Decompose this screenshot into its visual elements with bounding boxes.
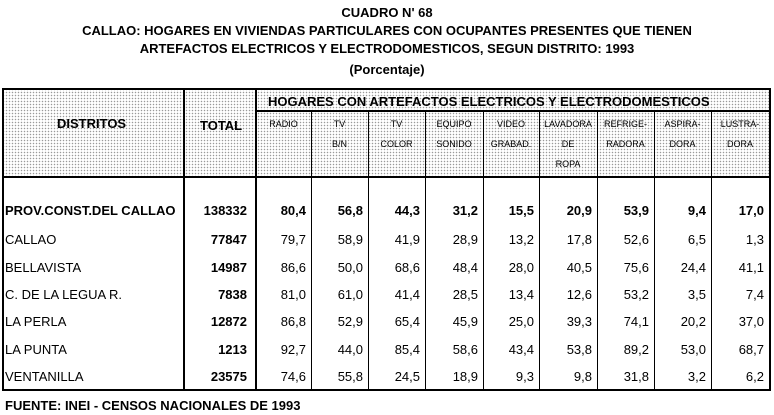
row-percentage-cell: 41,4 [394,287,420,302]
subcolumn-header-line: LUSTRA- [720,119,760,129]
row-total: 138332 [203,203,247,218]
row-percentage-cell: 13,2 [508,232,534,247]
row-percentage-cell: 43,4 [508,342,534,357]
row-percentage-cell: 41,1 [738,260,764,275]
row-percentage-cell: 68,6 [394,260,420,275]
row-percentage-cell: 48,4 [452,260,478,275]
row-percentage-cell: 9,8 [573,369,592,384]
row-percentage-cell: 74,1 [623,314,649,329]
row-percentage-cell: 24,4 [680,260,706,275]
row-percentage-cell: 7,4 [745,287,764,302]
row-total: 12872 [210,314,247,329]
subcolumn-header-line: COLOR [380,139,413,149]
row-district-name: LA PERLA [5,314,67,329]
row-percentage-cell: 6,2 [745,369,764,384]
row-percentage-cell: 28,9 [452,232,478,247]
subcolumn-header-line: DORA [669,139,696,149]
row-percentage-cell: 85,4 [394,342,420,357]
subcolumn-header-line: RADORA [606,139,645,149]
row-percentage-cell: 17,0 [738,203,764,218]
row-percentage-cell: 52,9 [337,314,363,329]
row-percentage-cell: 20,2 [680,314,706,329]
row-percentage-cell: 37,0 [738,314,764,329]
row-percentage-cell: 53,8 [566,342,592,357]
row-percentage-cell: 55,8 [337,369,363,384]
row-percentage-cell: 31,8 [623,369,649,384]
subcolumn-header-line: RADIO [269,119,298,129]
subcolumn-header-line: EQUIPO [436,119,472,129]
row-percentage-cell: 89,2 [623,342,649,357]
row-percentage-cell: 74,6 [280,369,306,384]
row-percentage-cell: 86,8 [280,314,306,329]
row-percentage-cell: 3,5 [687,287,706,302]
row-percentage-cell: 20,9 [566,203,592,218]
row-percentage-cell: 53,9 [623,203,649,218]
row-percentage-cell: 80,4 [280,203,306,218]
table-left-rule [2,88,4,391]
row-percentage-cell: 17,8 [566,232,592,247]
row-percentage-cell: 52,6 [623,232,649,247]
row-district-name: C. DE LA LEGUA R. [5,287,123,302]
subcolumn-header-line: ROPA [555,159,581,169]
subcolumn-header-line: REFRIGE- [603,119,647,129]
row-percentage-cell: 18,9 [452,369,478,384]
table-right-rule [769,88,771,391]
table-top-rule [2,88,770,90]
row-percentage-cell: 44,3 [394,203,420,218]
row-percentage-cell: 40,5 [566,260,592,275]
row-district-name: PROV.CONST.DEL CALLAO [5,203,176,218]
row-district-name: VENTANILLA [5,369,84,384]
source-note: FUENTE: INEI - CENSOS NACIONALES DE 1993 [5,398,301,413]
header-total: TOTAL [200,118,243,133]
header-distritos: DISTRITOS [57,116,127,131]
subcolumn-header-line: TV [333,119,346,129]
subcolumn-header-line: DE [561,139,575,149]
row-percentage-cell: 1,3 [745,232,764,247]
row-percentage-cell: 53,2 [623,287,649,302]
row-percentage-cell: 41,9 [394,232,420,247]
row-percentage-cell: 28,0 [508,260,534,275]
row-percentage-cell: 44,0 [337,342,363,357]
subcolumn-header-line: ASPIRA- [664,119,701,129]
subcolumn-header-line: LAVADORA [544,119,592,129]
row-percentage-cell: 31,2 [452,203,478,218]
row-total: 1213 [218,342,247,357]
row-percentage-cell: 79,7 [280,232,306,247]
row-percentage-cell: 81,0 [280,287,306,302]
row-percentage-cell: 45,9 [452,314,478,329]
row-percentage-cell: 9,4 [687,203,706,218]
row-percentage-cell: 68,7 [738,342,764,357]
row-percentage-cell: 24,5 [394,369,420,384]
table-number: CUADRO N' 68 [341,5,433,20]
subcolumn-header-line: SONIDO [436,139,472,149]
group-header-rule [255,110,770,112]
row-percentage-cell: 25,0 [508,314,534,329]
row-percentage-cell: 65,4 [394,314,420,329]
row-percentage-cell: 13,4 [508,287,534,302]
row-percentage-cell: 12,6 [566,287,592,302]
row-percentage-cell: 86,6 [280,260,306,275]
row-district-name: LA PUNTA [5,342,67,357]
subcolumn-header-line: DORA [726,139,753,149]
table-title-line-1: CALLAO: HOGARES EN VIVIENDAS PARTICULARES CON OCUPANTES PRESENTES QUE TIENEN [82,23,692,38]
subcolumn-header-line: TV [390,119,403,129]
row-percentage-cell: 61,0 [337,287,363,302]
row-total: 14987 [210,260,247,275]
row-percentage-cell: 39,3 [566,314,592,329]
row-percentage-cell: 58,9 [337,232,363,247]
subcolumn-header-line: VIDEO [496,119,525,129]
subcolumn-header-line: B/N [331,139,347,149]
row-percentage-cell: 50,0 [337,260,363,275]
table-title-line-2: ARTEFACTOS ELECTRICOS Y ELECTRODOMESTICOS, SEGUN DISTRITO: 1993 [139,41,635,56]
row-percentage-cell: 28,5 [452,287,478,302]
row-percentage-cell: 9,3 [515,369,534,384]
row-total: 77847 [210,232,247,247]
row-district-name: BELLAVISTA [5,260,82,275]
row-percentage-cell: 15,5 [508,203,534,218]
row-percentage-cell: 3,2 [687,369,706,384]
row-percentage-cell: 56,8 [337,203,363,218]
row-percentage-cell: 75,6 [623,260,649,275]
table-unit: (Porcentaje) [349,62,425,77]
row-total: 23575 [210,369,247,384]
row-percentage-cell: 92,7 [280,342,306,357]
subcolumn-header-line: GRABAD. [490,139,532,149]
header-hogares-artefactos: HOGARES CON ARTEFACTOS ELECTRICOS Y ELECTRODOMESTICOS [268,94,710,109]
row-district-name: CALLAO [5,232,57,247]
row-percentage-cell: 53,0 [680,342,706,357]
row-percentage-cell: 6,5 [687,232,706,247]
row-total: 7838 [218,287,247,302]
row-percentage-cell: 58,6 [452,342,478,357]
